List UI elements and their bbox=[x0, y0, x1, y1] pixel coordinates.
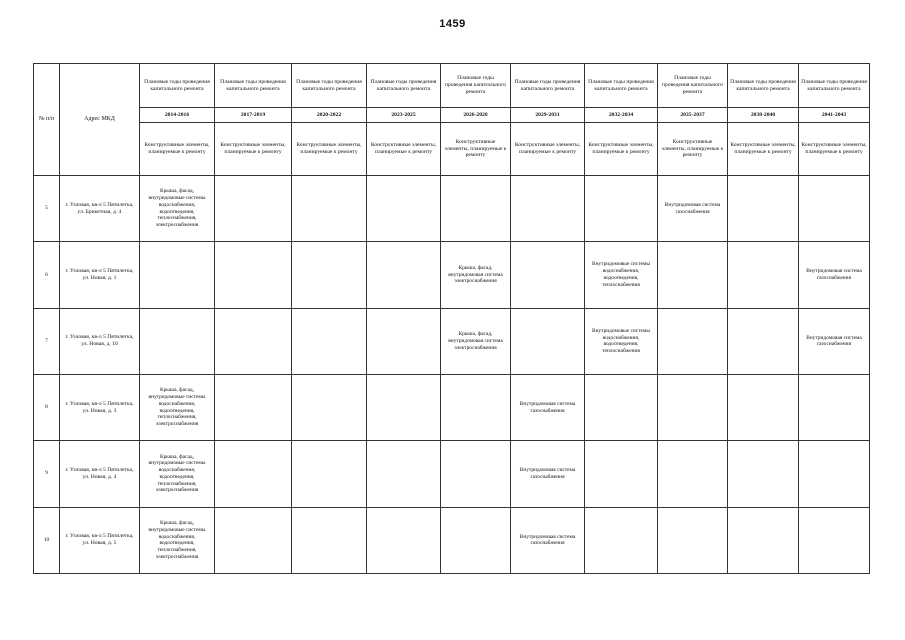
header-period-title: Плановые годы проведения капитального ремонта bbox=[799, 64, 870, 108]
table-row bbox=[34, 507, 870, 573]
repair-elements-cell bbox=[658, 374, 728, 440]
row-address: г. Узловая, кв-л 5 Пятилетка, ул. Новая, д. 10 bbox=[60, 308, 140, 374]
repair-elements-cell bbox=[215, 308, 292, 374]
repair-elements-cell: Крыша, фасад, внутридомовые системы водоснабжения, водоотведения, теплоснабжения, электроснабжения bbox=[140, 374, 215, 440]
header-period-elements: Конструктивные элементы, планируемые к ремонту bbox=[728, 123, 799, 176]
repair-elements-cell: Крыша, фасад, внутридомовая система электроснабжения bbox=[441, 308, 511, 374]
repair-elements-cell: Внутридомовая система газоснабжения bbox=[799, 308, 870, 374]
page-number: 1459 bbox=[439, 18, 466, 30]
repair-elements-cell bbox=[728, 374, 799, 440]
header-period-title: Плановые годы проведения капитального ремонта bbox=[585, 64, 658, 108]
header-period-years: 2020-2022 bbox=[292, 108, 367, 123]
repair-elements-cell: Крыша, фасад, внутридомовые системы водоснабжения, водоотведения, теплоснабжения, электроснабжения bbox=[140, 507, 215, 573]
header-period-title: Плановые годы проведения капитального ремонта bbox=[658, 64, 728, 108]
repair-elements-cell: Внутридомовая система газоснабжения bbox=[511, 441, 585, 507]
repair-elements-cell: Крыша, фасад, внутридомовые системы водоснабжения, водоотведения, теплоснабжения, электроснабжения bbox=[140, 441, 215, 507]
repair-elements-cell bbox=[658, 441, 728, 507]
header-period-years: 2026-2028 bbox=[441, 108, 511, 123]
table-row bbox=[34, 374, 870, 440]
repair-schedule-table bbox=[33, 63, 870, 574]
repair-elements-cell bbox=[799, 441, 870, 507]
repair-elements-cell bbox=[728, 242, 799, 308]
header-period-years: 2041-2043 bbox=[799, 108, 870, 123]
repair-elements-cell bbox=[292, 176, 367, 242]
repair-elements-cell bbox=[367, 308, 441, 374]
row-number: 9 bbox=[34, 441, 60, 507]
header-period-elements: Конструктивные элементы, планируемые к ремонту bbox=[799, 123, 870, 176]
repair-elements-cell bbox=[367, 374, 441, 440]
repair-elements-cell: Внутридомовые системы водоснабжения, водоотведения, теплоснабжения bbox=[585, 308, 658, 374]
row-address: г. Узловая, кв-л 5 Пятилетка, ул. Брикетная, д. 4 bbox=[60, 176, 140, 242]
repair-elements-cell bbox=[511, 308, 585, 374]
repair-elements-cell bbox=[799, 176, 870, 242]
header-period-elements: Конструктивные элементы, планируемые к ремонту bbox=[215, 123, 292, 176]
repair-elements-cell: Внутридомовая система газоснабжения bbox=[511, 374, 585, 440]
row-number: 7 bbox=[34, 308, 60, 374]
header-period-years: 2014-2016 bbox=[140, 108, 215, 123]
repair-elements-cell bbox=[799, 507, 870, 573]
header-period-years: 2032-2034 bbox=[585, 108, 658, 123]
repair-elements-cell bbox=[367, 441, 441, 507]
repair-elements-cell bbox=[292, 308, 367, 374]
header-period-years: 2035-2037 bbox=[658, 108, 728, 123]
repair-elements-cell bbox=[215, 374, 292, 440]
row-number: 8 bbox=[34, 374, 60, 440]
repair-elements-cell bbox=[441, 441, 511, 507]
repair-elements-cell bbox=[728, 441, 799, 507]
repair-elements-cell bbox=[799, 374, 870, 440]
repair-elements-cell bbox=[585, 176, 658, 242]
repair-elements-cell bbox=[292, 374, 367, 440]
row-number: 6 bbox=[34, 242, 60, 308]
repair-elements-cell bbox=[585, 507, 658, 573]
row-address: г. Узловая, кв-л 5 Пятилетка, ул. Новая, д. 4 bbox=[60, 441, 140, 507]
header-period-elements: Конструктивные элементы, планируемые к ремонту bbox=[441, 123, 511, 176]
table-row bbox=[34, 176, 870, 242]
repair-elements-cell bbox=[367, 507, 441, 573]
header-period-years: 2023-2025 bbox=[367, 108, 441, 123]
repair-elements-cell bbox=[585, 374, 658, 440]
repair-elements-cell: Крыша, фасад, внутридомовая система электроснабжения bbox=[441, 242, 511, 308]
header-period-elements: Конструктивные элементы, планируемые к ремонту bbox=[585, 123, 658, 176]
header-period-elements: Конструктивные элементы, планируемые к ремонту bbox=[511, 123, 585, 176]
repair-elements-cell: Внутридомовые системы водоснабжения, водоотведения, теплоснабжения bbox=[585, 242, 658, 308]
table-row bbox=[34, 308, 870, 374]
row-address: г. Узловая, кв-л 5 Пятилетка, ул. Новая, д. 5 bbox=[60, 507, 140, 573]
repair-elements-cell bbox=[292, 507, 367, 573]
repair-elements-cell bbox=[511, 176, 585, 242]
table-row bbox=[34, 242, 870, 308]
header-period-elements: Конструктивные элементы, планируемые к ремонту bbox=[140, 123, 215, 176]
row-number: 5 bbox=[34, 176, 60, 242]
header-period-title: Плановые годы проведения капитального ремонта bbox=[292, 64, 367, 108]
repair-elements-cell: Внутридомовая система газоснабжения bbox=[799, 242, 870, 308]
repair-elements-cell bbox=[585, 441, 658, 507]
header-period-title: Плановые годы проведения капитального ремонта bbox=[441, 64, 511, 108]
header-period-elements: Конструктивные элементы, планируемые к ремонту bbox=[367, 123, 441, 176]
repair-elements-cell bbox=[140, 242, 215, 308]
header-period-years: 2038-2040 bbox=[728, 108, 799, 123]
header-period-title: Плановые годы проведения капитального ремонта bbox=[140, 64, 215, 108]
repair-elements-cell bbox=[292, 441, 367, 507]
header-address: Адрес МКД bbox=[60, 64, 140, 176]
header-period-elements: Конструктивные элементы, планируемые к ремонту bbox=[658, 123, 728, 176]
repair-elements-cell bbox=[728, 507, 799, 573]
row-address: г. Узловая, кв-л 5 Пятилетка, ул. Новая, д. 3 bbox=[60, 374, 140, 440]
repair-elements-cell bbox=[292, 242, 367, 308]
header-period-title: Плановые годы проведения капитального ремонта bbox=[728, 64, 799, 108]
repair-elements-cell bbox=[215, 176, 292, 242]
repair-elements-cell bbox=[658, 242, 728, 308]
repair-elements-cell bbox=[728, 176, 799, 242]
repair-elements-cell bbox=[367, 242, 441, 308]
repair-elements-cell bbox=[441, 507, 511, 573]
table-row bbox=[34, 441, 870, 507]
header-period-title: Плановые годы проведения капитального ремонта bbox=[511, 64, 585, 108]
repair-elements-cell bbox=[215, 242, 292, 308]
header-period-title: Плановые годы проведения капитального ремонта bbox=[367, 64, 441, 108]
repair-elements-cell: Крыша, фасад, внутридомовые системы водоснабжения, водоотведения, теплоснабжения, электроснабжения bbox=[140, 176, 215, 242]
repair-elements-cell bbox=[441, 374, 511, 440]
header-period-title: Плановые годы проведения капитального ремонта bbox=[215, 64, 292, 108]
repair-elements-cell bbox=[511, 242, 585, 308]
header-row-number: № п/п bbox=[34, 64, 60, 176]
repair-elements-cell: Внутридомовая система газоснабжения bbox=[658, 176, 728, 242]
repair-elements-cell bbox=[658, 507, 728, 573]
row-number: 10 bbox=[34, 507, 60, 573]
repair-elements-cell bbox=[215, 507, 292, 573]
repair-elements-cell bbox=[215, 441, 292, 507]
repair-elements-cell bbox=[367, 176, 441, 242]
repair-elements-cell bbox=[728, 308, 799, 374]
repair-elements-cell bbox=[441, 176, 511, 242]
repair-elements-cell bbox=[140, 308, 215, 374]
repair-elements-cell: Внутридомовая система газоснабжения bbox=[511, 507, 585, 573]
header-period-elements: Конструктивные элементы, планируемые к ремонту bbox=[292, 123, 367, 176]
repair-elements-cell bbox=[658, 308, 728, 374]
row-address: г. Узловая, кв-л 5 Пятилетка, ул. Новая, д. 1 bbox=[60, 242, 140, 308]
header-period-years: 2017-2019 bbox=[215, 108, 292, 123]
header-period-years: 2029-2031 bbox=[511, 108, 585, 123]
